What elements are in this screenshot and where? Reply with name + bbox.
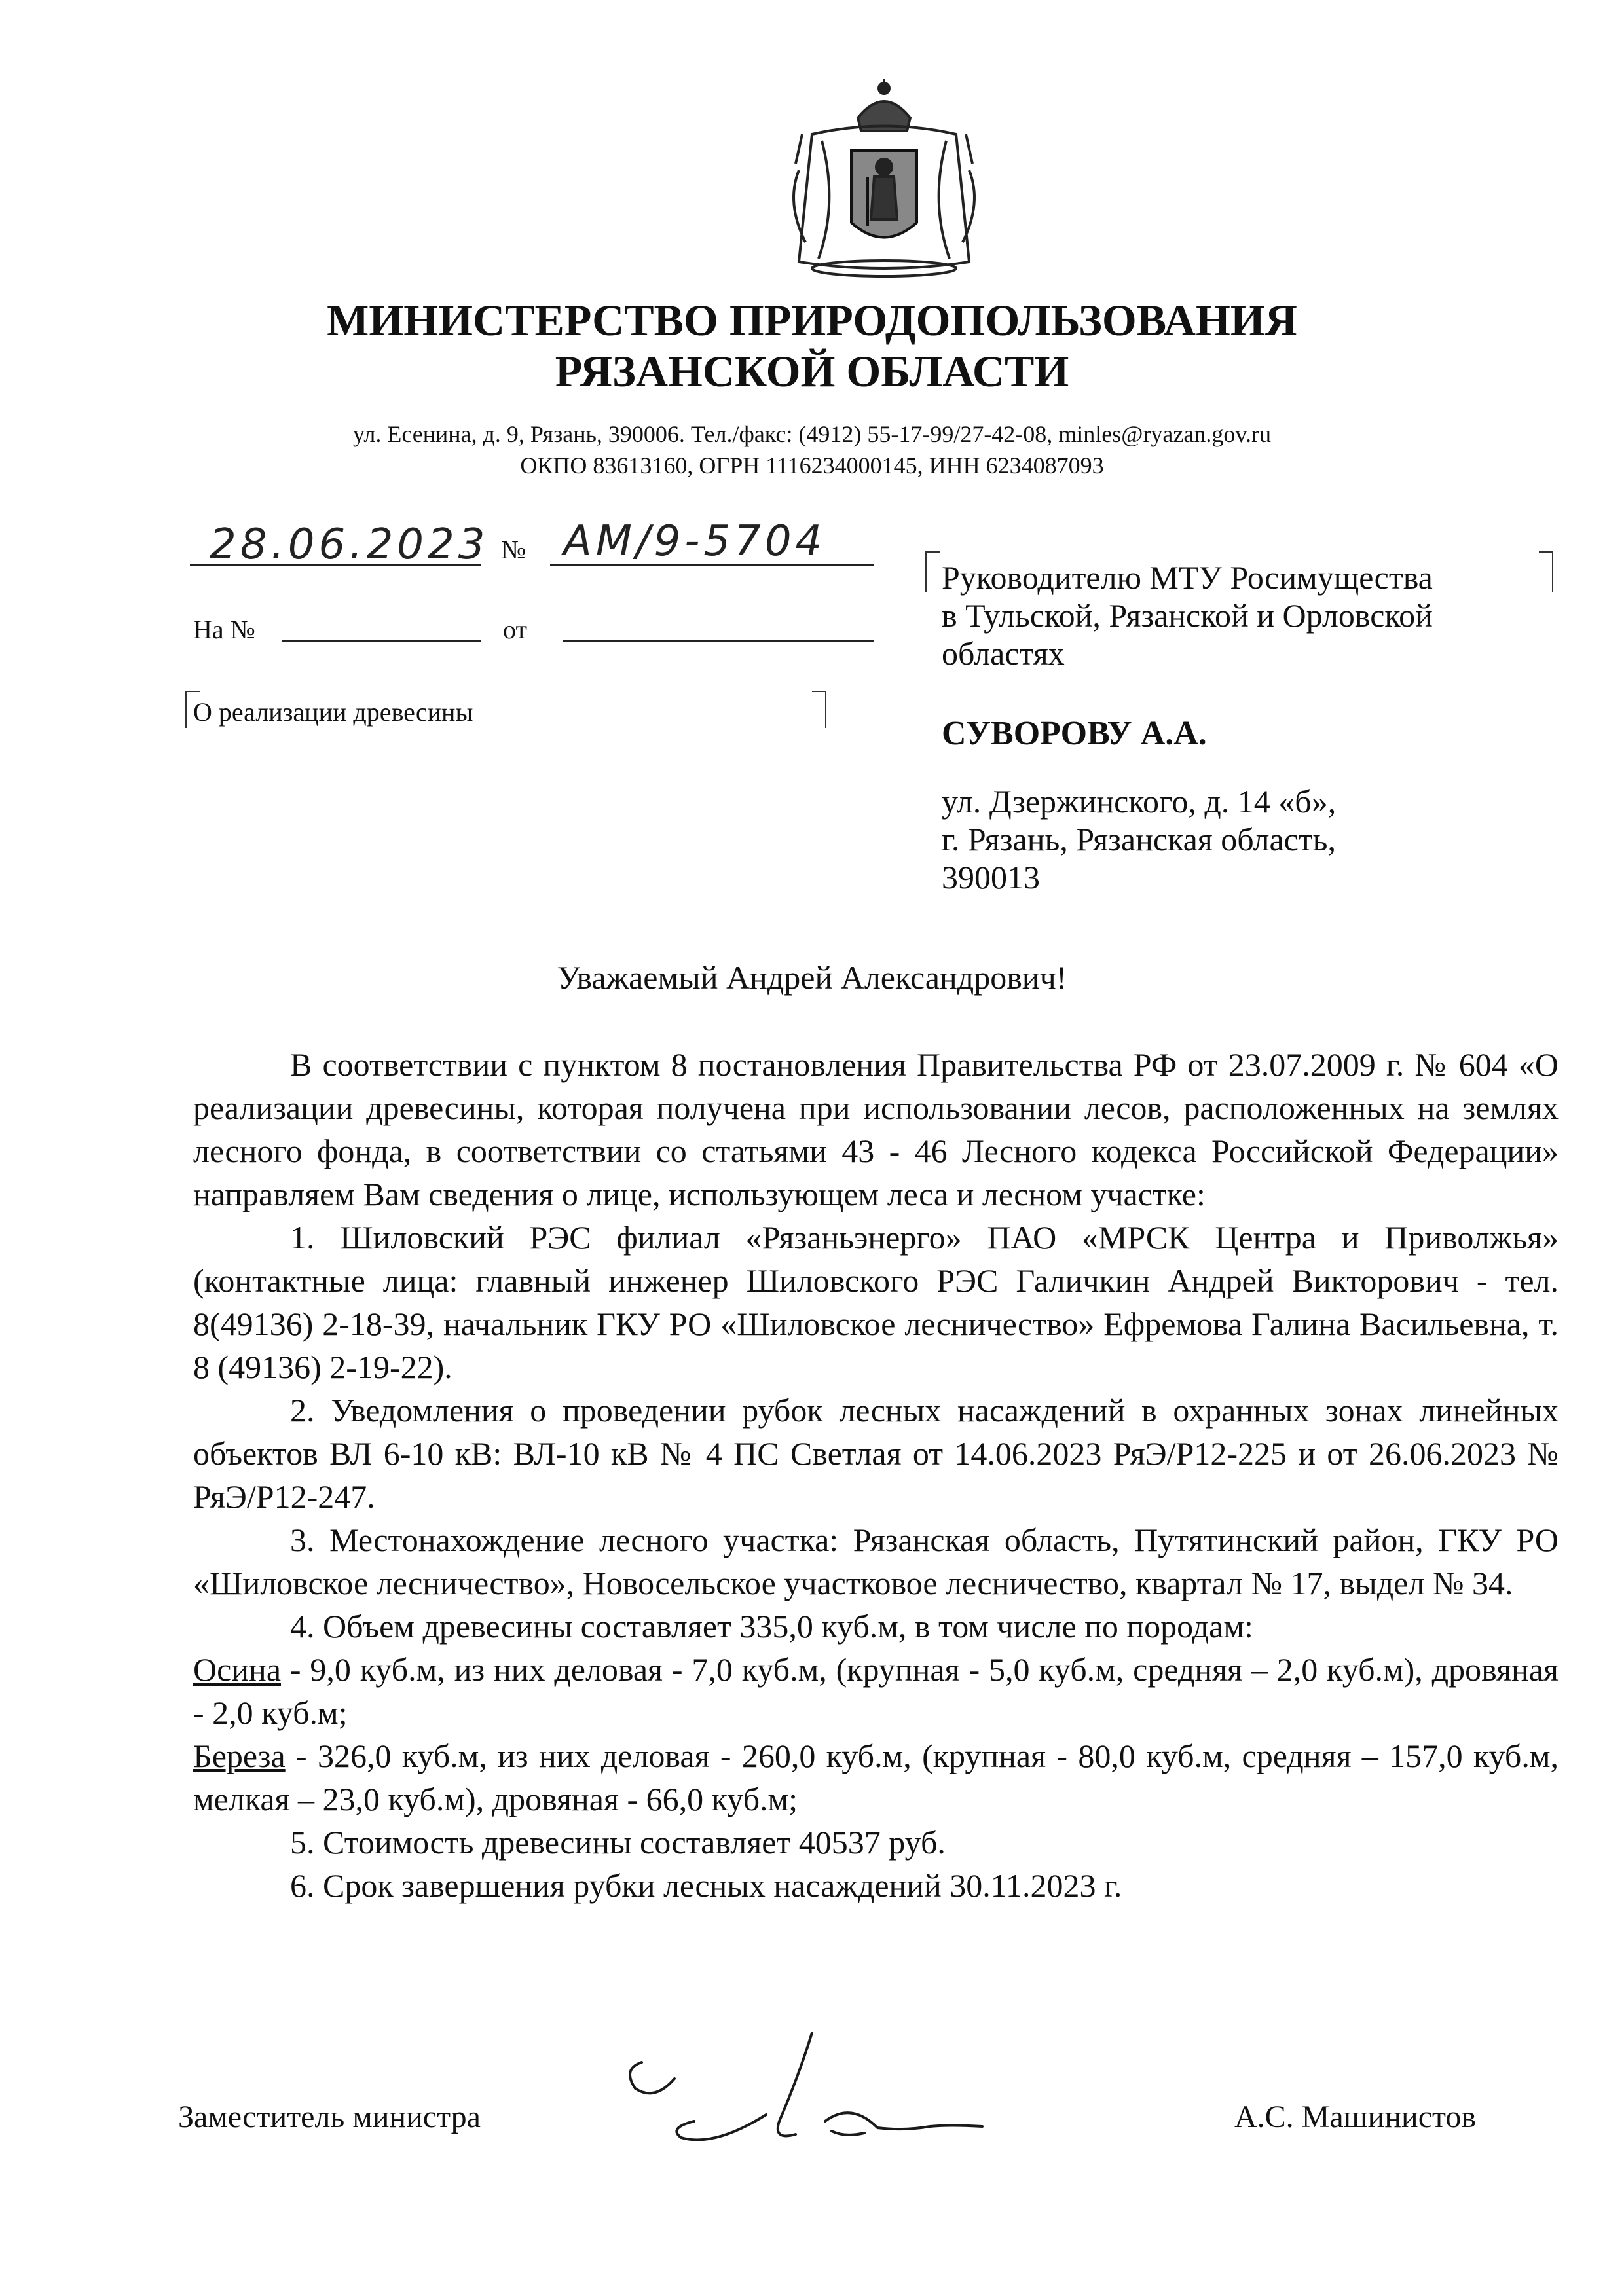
ministry-name-line1: МИНИСТЕРСТВО ПРИРОДОПОЛЬЗОВАНИЯ [327,295,1297,345]
recipient-address-line1: ул. Дзержинского, д. 14 «б», [942,783,1337,820]
reference-date-line [563,640,874,642]
body-item-1: 1. Шиловский РЭС филиал «Рязаньэнерго» ПАО «МРСК Центра и Приволжья» (контактные лица: главный инженер Шиловского РЭС Галичкин Андрей Викторович - тел. 8(49136) 2-18-39, начальник ГКУ РО «Шиловское лесничество» Ефремова Галина Васильевна, т. 8 (49136) 2-19-22). [193,1219,1559,1385]
ministry-requisites: ОКПО 83613160, ОГРН 1116234000145, ИНН 6234087093 [520,452,1104,479]
body-item-6: 6. Срок завершения рубки лесных насаждений 30.11.2023 г. [290,1867,1122,1904]
handwritten-signature [616,2016,1035,2154]
letter-body [193,1043,1559,1907]
recipient-address-line3: 390013 [942,859,1040,896]
recipient-title-line2: в Тульской, Рязанской и Орловской [942,597,1433,634]
reference-number-line [282,640,481,642]
aspen-label: Осина [193,1651,282,1688]
signer-position: Заместитель министра [178,2100,481,2134]
recipient-address [942,782,1564,896]
coat-of-arms-emblem [773,72,995,282]
body-aspen [193,1648,1559,1734]
birch-text: - 326,0 куб.м, из них деловая - 260,0 куб.м, (крупная - 80,0 куб.м, средняя – 157,0 куб.м, мелкая – 23,0 куб.м), дровяная - 66,0 куб.м; [193,1738,1559,1817]
body-item-4: 4. Объем древесины составляет 335,0 куб.м, в том числе по породам: [290,1608,1253,1645]
subject-bracket-right [812,691,826,728]
ministry-contacts: ул. Есенина, д. 9, Рязань, 390006. Тел./факс: (4912) 55-17-99/27-42-08, minles@ryazan.gov.ru [352,421,1272,447]
letter-date: 28.06.2023 [210,520,489,569]
reference-label: На № [193,615,255,644]
greeting: Уважаемый Андрей Александрович! [557,959,1067,996]
body-item-3: 3. Местонахождение лесного участка: Рязанская область, Путятинский район, ГКУ РО «Шиловское лесничество», Новосельское участковое лесничество, квартал № 17, выдел № 34. [193,1522,1559,1601]
date-line [190,564,481,566]
body-birch [193,1734,1559,1821]
recipient-bracket-left [925,551,940,592]
letter-subject: О реализации древесины [193,697,473,727]
birch-label: Береза [193,1738,286,1774]
recipient-name: СУВОРОВУ А.А. [942,715,1207,752]
recipient-title-line1: Руководителю МТУ Росимущества [942,559,1433,596]
recipient-title-line3: областях [942,635,1065,672]
body-item-2: 2. Уведомления о проведении рубок лесных насаждений в охранных зонах линейных объектов ВЛ 6-10 кВ: ВЛ-10 кВ № 4 ПС Светлая от 14.06.2023 РяЭ/Р12-225 и от 26.06.2023 № РяЭ/Р12-247. [193,1392,1559,1515]
letter-number: АМ/9-5704 [563,517,826,566]
body-item-5: 5. Стоимость древесины составляет 40537 руб. [290,1824,946,1861]
number-sign: № [501,535,526,564]
number-line [550,564,874,566]
aspen-text: - 9,0 куб.м, из них деловая - 7,0 куб.м, (крупная - 5,0 куб.м, средняя – 2,0 куб.м), дровяная - 2,0 куб.м; [193,1651,1559,1731]
reference-from-label: от [503,615,527,644]
body-intro: В соответствии с пунктом 8 постановления Правительства РФ от 23.07.2009 г. № 604 «О реализации древесины, которая получена при использовании лесов, расположенных на землях лесного фонда, в соответствии со статьями 43 - 46 Лесного кодекса Российской Федерации» направляем Вам сведения о лице, использующем леса и лесном участке: [193,1046,1559,1212]
signer-name: А.С. Машинистов [1234,2100,1476,2134]
recipient-title [942,558,1564,672]
ministry-name-line2: РЯЗАНСКОЙ ОБЛАСТИ [555,346,1069,396]
recipient-address-line2: г. Рязань, Рязанская область, [942,821,1336,858]
